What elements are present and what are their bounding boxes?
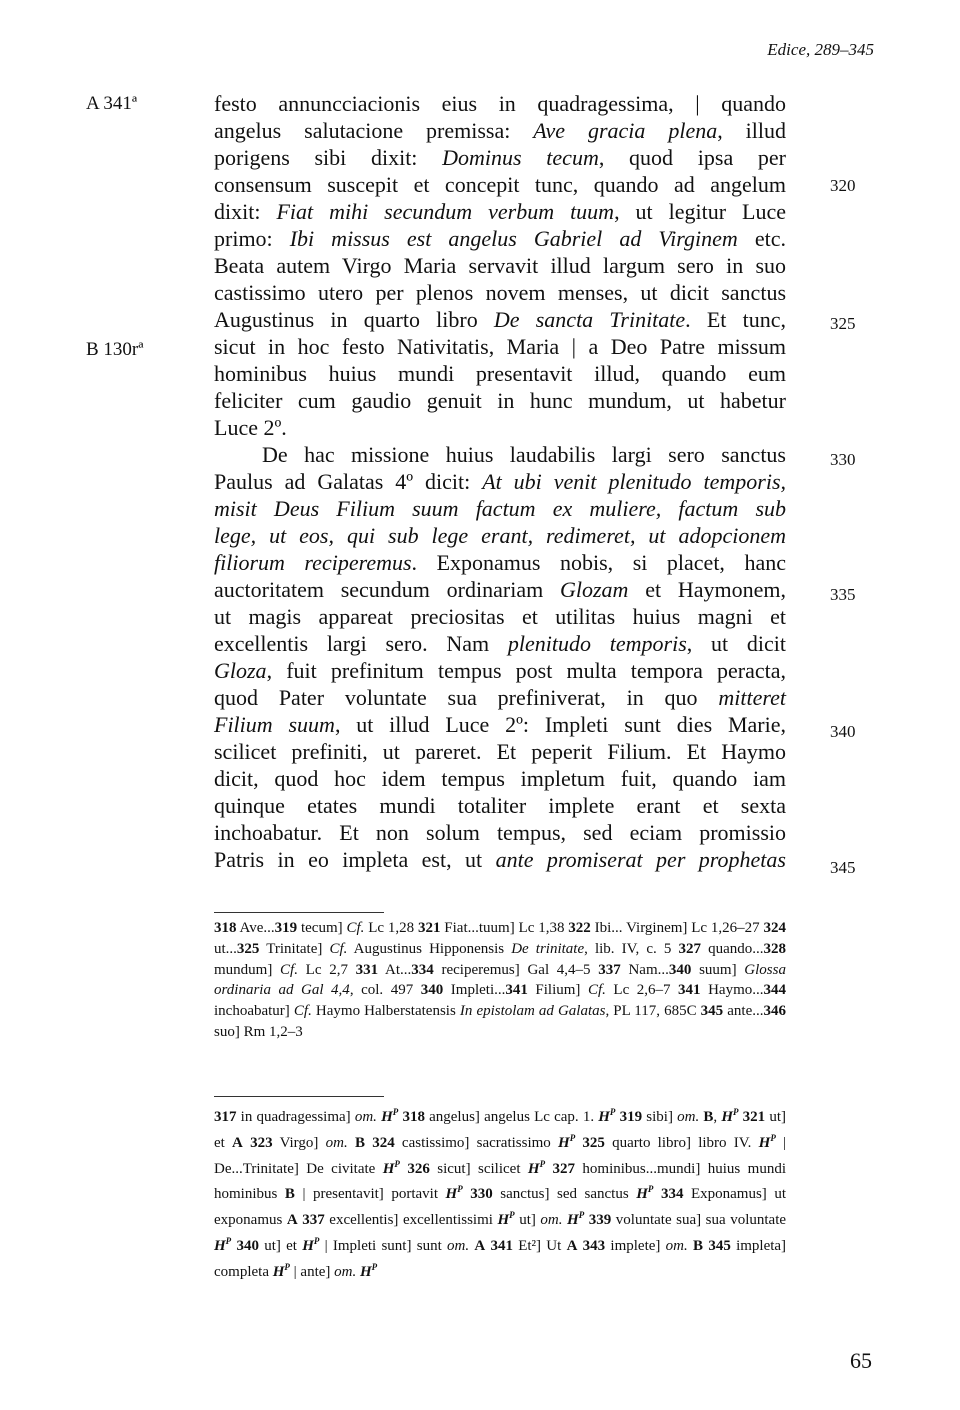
main-text — [214, 90, 786, 873]
text-line: dicit, quod hoc idem tempus impletum fuit, quando iam — [214, 766, 786, 791]
margin-siglum-a: A 341ª — [86, 93, 138, 114]
critical-apparatus-text: 317 in quadragessima] om. $H^P$ 318 angelus] angelus Lc cap. 1. $H^P$ 319 sibi] om. B, $H^P$ 321 ut] et A 323 Virgo] om. B 324 castissimo] sacratissimo $H^P$ 325 quarto libro] libro IV. $H^P$ | De...Trinitate] De civitate $H^P$ 326 sicut] scilicet $H^P$ 327 hominibus...mundi] huius mundi hominibus B | presentavit] portavit $H^P$ 330 sanctus] sed sanctus $H^P$ 334 Exponamus] ut exponamus A 337 excellentis] excellentissimi $H^P$ ut] om. $H^P$ 339 voluntate sua] sua voluntate $H^P$ 340 ut] et $H^P$ | Impleti sunt] sunt om. A 341 Et²] Ut A 343 implete] om. B 345 impleta] completa $H^P$ | ante] om. $H^P$ — [214, 1107, 787, 1280]
apparatus-divider — [214, 1096, 384, 1097]
apparatus-divider — [214, 912, 384, 913]
text-line: misit Deus Filium suum factum ex muliere, factum sub — [214, 496, 786, 521]
text-line: Gloza, fuit prefinitum tempus post multa tempora peracta, — [214, 658, 786, 683]
line-number: 330 — [830, 450, 856, 469]
critical-apparatus — [214, 1102, 786, 1317]
text-line: angelus salutacione premissa: Ave gracia plena, illud — [214, 118, 786, 143]
text-line: filiorum reciperemus. Exponamus nobis, si placet, hanc — [214, 550, 786, 575]
text-line: ut magis appareat preciositas et utilitas huius magni et — [214, 604, 786, 629]
text-line: feliciter cum gaudio genuit in hunc mundum, ut habetur — [214, 388, 786, 413]
text-line: dixit: Fiat mihi secundum verbum tuum, ut legitur Luce — [214, 199, 787, 224]
text-line: Luce 2º. — [214, 415, 287, 440]
text-line: Paulus ad Galatas 4º dicit: At ubi venit plenitudo temporis, — [214, 469, 787, 494]
text-line: Augustinus in quarto libro De sancta Trinitate. Et tunc, — [214, 307, 786, 332]
text-line: festo annuncciacionis eius in quadragessima, | quando — [214, 91, 786, 116]
text-line: hominibus huius mundi presentavit illud, quando eum — [214, 361, 786, 386]
line-number: 345 — [830, 858, 856, 877]
text-line: castissimo utero per plenos novem menses, ut dicit sanctus — [214, 280, 786, 305]
text-line: inchoabatur. Et non solum tempus, sed eciam promissio — [214, 820, 786, 845]
page-number: 65 — [850, 1348, 872, 1373]
text-line: Filium suum, ut illud Luce 2º: Impleti sunt dies Marie, — [214, 712, 786, 737]
line-number: 320 — [830, 176, 856, 195]
text-line: porigens sibi dixit: Dominus tecum, quod ipsa per — [214, 145, 787, 170]
text-line: Patris in eo impleta est, ut ante promiserat per prophetas — [214, 847, 786, 872]
text-line: lege, ut eos, qui sub lege erant, redimeret, ut adopcionem — [214, 523, 786, 548]
line-number: 335 — [830, 585, 856, 604]
running-header: Edice, 289–345 — [767, 40, 874, 59]
text-line: Beata autem Virgo Maria servavit illud largum sero in suo — [214, 253, 786, 278]
text-line: quinque etates mundi totaliter implete erant et sexta — [214, 793, 786, 818]
text-line: quod Pater voluntate sua prefiniverat, in quo mitteret — [214, 685, 786, 710]
text-line: excellentis largi sero. Nam plenitudo temporis, ut dicit — [214, 631, 786, 656]
line-number: 340 — [830, 722, 856, 741]
sources-apparatus-text: 318 Ave...319 tecum] Cf. Lc 1,28 321 Fiat...tuum] Lc 1,38 322 Ibi... Virginem] Lc 1,26–27 324 ut...325 Trinitate] Cf. Augustinus Hipponensis De trinitate, lib. IV, c. 5 327 quando...328 mundum] Cf. Lc 2,7 331 At...334 reciperemus] Gal 4,4–5 337 Nam...340 suum] Glossa ordinaria ad Gal 4,4, col. 497 340 Impleti...341 Filium] Cf. Lc 2,6–7 341 Haymo...344 inchoabatur] Cf. Haymo Halberstatensis In epistolam ad Galatas, PL 117, 685C 345 ante...346 suo] Rm 1,2–3 — [214, 920, 787, 1040]
text-line: scilicet prefiniti, ut pareret. Et peperit Filium. Et Haymo — [214, 739, 786, 764]
text-line: De hac missione huius laudabilis largi sero sanctus — [262, 442, 786, 467]
sources-apparatus — [214, 918, 786, 1086]
line-number: 325 — [830, 314, 856, 333]
text-line: consensum suscepit et concepit tunc, quando ad angelum — [214, 172, 786, 197]
text-line: sicut in hoc festo Nativitatis, Maria | a Deo Patre missum — [214, 334, 786, 359]
text-line: primo: Ibi missus est angelus Gabriel ad Virginem etc. — [214, 226, 786, 251]
margin-siglum-b: B 130rª — [86, 339, 144, 360]
text-line: auctoritatem secundum ordinariam Glozam et Haymonem, — [214, 577, 786, 602]
